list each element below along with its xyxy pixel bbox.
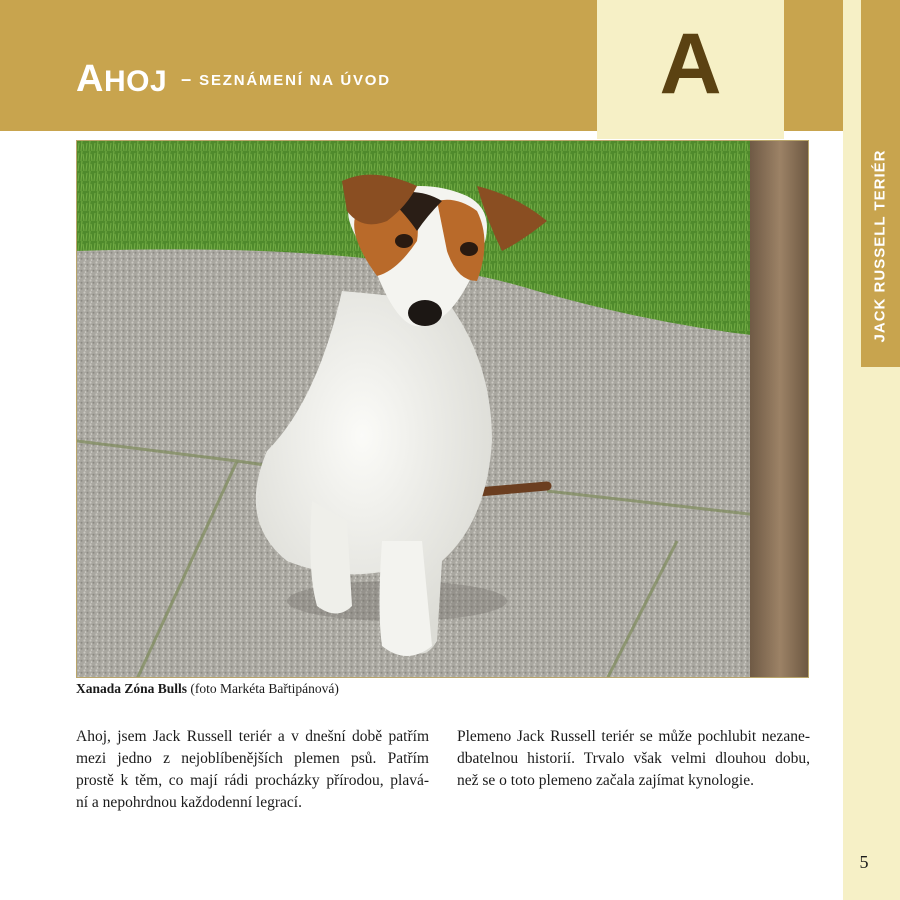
title-rest: HOJ <box>103 65 168 98</box>
dog-photo <box>76 140 809 678</box>
photo-caption <box>76 681 339 697</box>
title-initial: A <box>76 58 104 100</box>
paragraph-line: než se o toto plemeno začala zajímat kynologie. <box>457 772 754 789</box>
paragraph-line: mezi jedno z nejoblíbenějších plemen psů. Patřím <box>76 750 429 767</box>
chapter-subtitle: SEZNÁMENÍ NA ÚVOD <box>199 72 391 89</box>
page-number: 5 <box>859 852 869 872</box>
chapter-letter-box <box>597 0 784 139</box>
paragraph-line: ní a nepohrdnou každodenní legrací. <box>76 794 302 811</box>
caption-dog-name: Xanada Zóna Bulls <box>76 681 188 696</box>
body-text-right <box>457 726 810 792</box>
chapter-letter: A <box>659 16 722 112</box>
paragraph-line: prostě k těm, co mají rádi procházky přírodou, plavá- <box>76 772 429 789</box>
side-tab-label: JACK RUSSELL TERIÉR <box>871 149 889 343</box>
chapter-title <box>76 58 391 101</box>
body-text-left <box>76 726 429 814</box>
title-dash: – <box>181 69 192 89</box>
paragraph-line: dbatelnou historií. Trvalo však velmi dlouhou dobu, <box>457 750 810 767</box>
paragraph-line: Plemeno Jack Russell teriér se může pochlubit nezane- <box>457 728 810 745</box>
caption-credit: (foto Markéta Bařtipánová) <box>187 681 339 696</box>
paragraph-line: Ahoj, jsem Jack Russell teriér a v dnešní době patřím <box>76 728 429 745</box>
